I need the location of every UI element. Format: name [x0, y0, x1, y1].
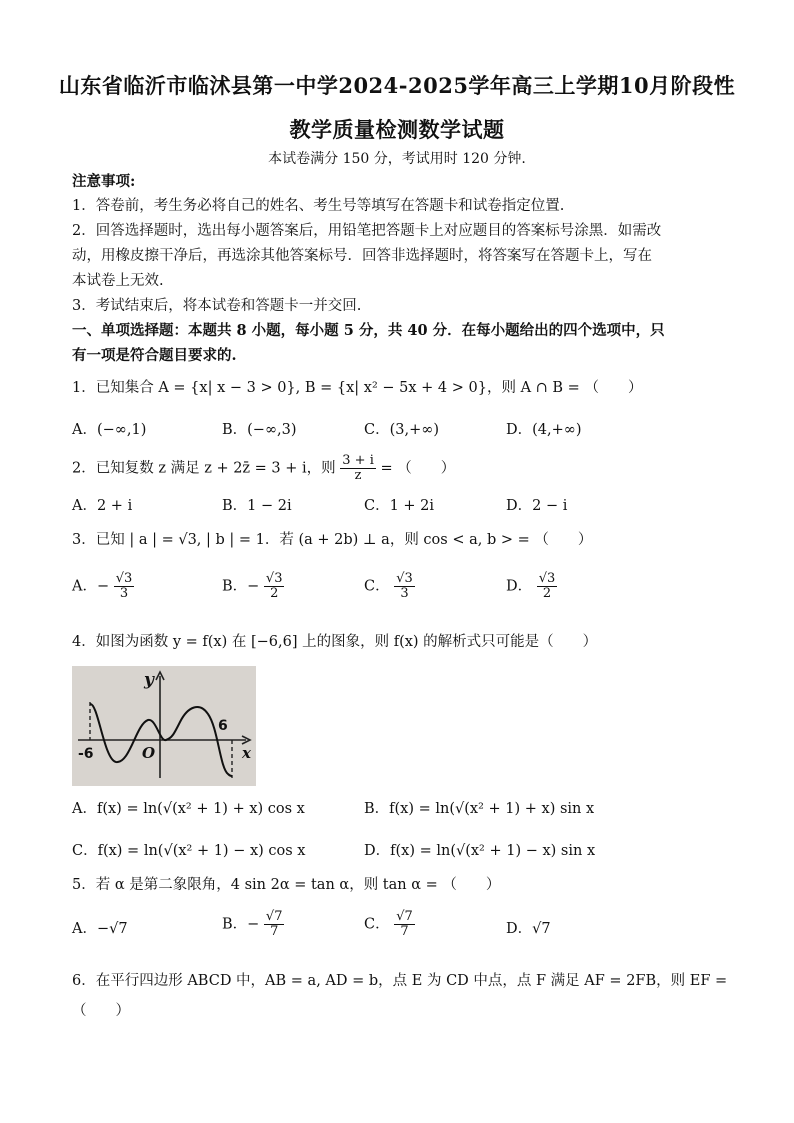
note-item: 3．考试结束后，将本试卷和答题卡一并交回. [72, 298, 362, 314]
question-2-stem-text: 2．已知复数 z 满足 z + 2z̄ = 3 + i，则 [72, 460, 336, 477]
question-5-stem: 5．若 α 是第二象限角，4 sin 2α = tan α，则 tan α = （ ） [72, 877, 501, 893]
question-3-option-c [364, 572, 415, 601]
question-4-stem: 4．如图为函数 y = f(x) 在 [−6,6] 上的图象，则 f(x) 的解析式只可能是（ ） [72, 634, 598, 650]
option-fraction [114, 572, 135, 601]
option-label: B． [222, 916, 248, 933]
question-2-option-b: B．1 − 2i [222, 498, 292, 514]
exam-subtitle: 本试卷满分 150 分，考试用时 120 分钟. [268, 151, 526, 167]
exam-title-line2: 教学质量检测数学试题 [289, 117, 505, 142]
option-fraction [394, 572, 415, 601]
question-1-option-c: C．(3,+∞) [364, 422, 439, 438]
fraction-numerator: √7 [265, 909, 283, 924]
option-value: √7 [532, 921, 551, 937]
question-3-option-b [222, 572, 284, 601]
question-2-stem [72, 454, 455, 483]
fraction-denominator: 3 [400, 586, 409, 601]
question-2-option-a: A．2 + i [72, 498, 133, 514]
fraction-numerator: 3 + i [342, 453, 374, 468]
option-label: A． [72, 921, 97, 937]
option-sign: − [247, 916, 260, 933]
graph-right-tick-label: 6 [218, 718, 228, 734]
question-2-option-c: C．1 + 2i [364, 498, 435, 514]
option-fraction [394, 910, 415, 939]
question-4-option-b: B．f(x) = ln(√(x² + 1) + x) sin x [364, 801, 595, 817]
graph-left-tick-label: -6 [78, 746, 94, 762]
option-fraction [537, 572, 558, 601]
graph-x-label: x [242, 744, 251, 762]
question-5-option-c [364, 910, 415, 939]
question-5-option-b [222, 910, 284, 939]
question-2-stem-tail: = （ ） [380, 460, 456, 477]
fraction-numerator: √3 [396, 571, 413, 586]
function-graph-image [72, 666, 256, 786]
note-item: 2．回答选择题时，选出每小题答案后，用铅笔把答题卡上对应题目的答案标号涂黑．如需改 [72, 223, 662, 239]
section-heading: 一、单项选择题：本题共 8 小题，每小题 5 分，共 40 分．在每小题给出的四个选项中，只 [72, 322, 665, 339]
fraction-numerator: √3 [265, 571, 283, 586]
question-2-fraction [340, 454, 376, 483]
option-sign: − [247, 578, 260, 595]
option-label: A． [72, 578, 97, 595]
note-item: 1．答卷前，考生务必将自己的姓名、考生号等填写在答题卡和试卷指定位置. [72, 198, 565, 214]
option-label: B． [222, 578, 248, 595]
fraction-denominator: 2 [542, 586, 552, 601]
option-label: D． [506, 578, 533, 595]
option-fraction [264, 910, 285, 939]
question-1-option-d: D．(4,+∞) [506, 422, 582, 438]
note-item: 动，用橡皮擦干净后，再选涂其他答案标号．回答非选择题时，将答案写在答题卡上，写在 [72, 248, 652, 264]
option-sign: − [96, 578, 110, 595]
question-5-option-a [72, 918, 128, 940]
fraction-numerator: √3 [538, 571, 556, 586]
graph-y-label: y [144, 670, 154, 690]
question-6-stem-cont: （ ） [72, 1003, 130, 1019]
question-4-option-a: A．f(x) = ln(√(x² + 1) + x) cos x [72, 801, 305, 817]
question-6-stem: 6．在平行四边形 ABCD 中，AB = a, AD = b，点 E 为 CD 中点，点 F 满足 AF = 2FB，则 EF = [72, 973, 728, 989]
note-item: 本试卷上无效. [72, 273, 164, 289]
fraction-denominator: 3 [119, 586, 129, 601]
question-2-option-d: D．2 − i [506, 498, 568, 514]
fraction-numerator: √3 [115, 571, 133, 586]
question-1-stem: 1．已知集合 A = {x| x − 3 > 0}, B = {x| x² − 5x + 4 > 0}，则 A ∩ B = （ ） [72, 380, 643, 396]
question-1-option-b: B．(−∞,3) [222, 422, 297, 438]
option-fraction [264, 572, 285, 601]
fraction-denominator: z [354, 468, 362, 483]
option-value: −√7 [96, 921, 128, 937]
fraction-denominator: 7 [400, 924, 409, 939]
question-1-option-a: A．(−∞,1) [72, 422, 147, 438]
question-3-stem: 3．已知 | a | = √3, | b | = 1．若 (a + 2b) ⊥ a，则 cos < a, b > = （ ） [72, 532, 593, 548]
notes-heading: 注意事项: [72, 173, 136, 190]
section-heading-cont: 有一项是符合题目要求的. [72, 347, 237, 364]
option-label: D． [506, 921, 533, 937]
fraction-denominator: 7 [270, 924, 279, 939]
exam-title-line1: 山东省临沂市临沭县第一中学2024-2025学年高三上学期10月阶段性 [58, 73, 736, 98]
option-label: C． [364, 578, 390, 595]
graph-origin-label: O [142, 744, 156, 762]
question-3-option-d [506, 572, 557, 601]
question-4-option-c: C．f(x) = ln(√(x² + 1) − x) cos x [72, 843, 306, 859]
question-4-option-d: D．f(x) = ln(√(x² + 1) − x) sin x [364, 843, 596, 859]
question-3-option-a [72, 572, 134, 601]
question-5-option-d [506, 918, 551, 940]
fraction-denominator: 2 [270, 586, 279, 601]
fraction-numerator: √7 [396, 909, 413, 924]
option-label: C． [364, 916, 390, 933]
